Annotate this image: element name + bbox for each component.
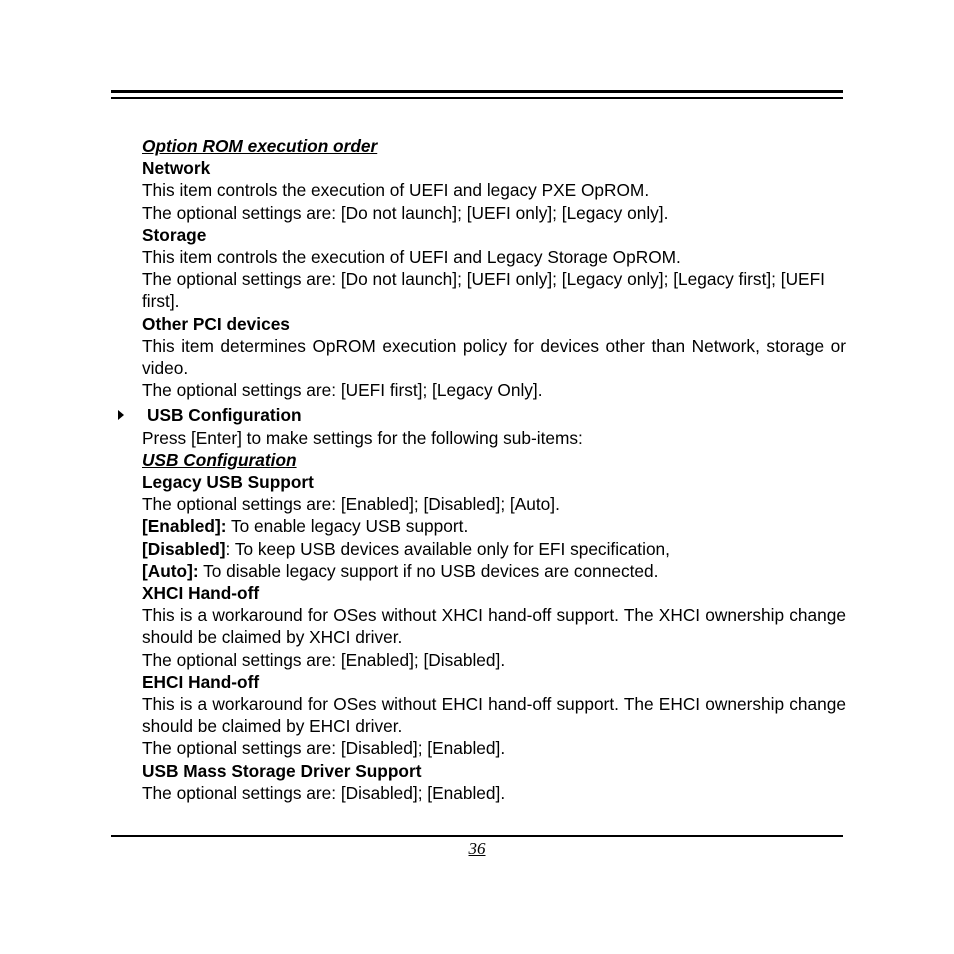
legacy-auto-line	[142, 560, 846, 582]
auto-text: To disable legacy support if no USB devices are connected.	[198, 560, 659, 581]
enabled-label: [Enabled]:	[142, 516, 227, 537]
footer-rule	[111, 835, 843, 837]
other-pci-heading: Other PCI devices	[142, 313, 290, 334]
legacy-usb-heading: Legacy USB Support	[142, 472, 314, 493]
xhci-options: The optional settings are: [Enabled]; [Disabled].	[142, 649, 506, 670]
page-number	[0, 839, 954, 859]
xhci-desc: This is a workaround for OSes without XHCI hand-off support. The XHCI ownership change should be claimed by XHCI driver.	[142, 605, 846, 648]
other-pci-options: The optional settings are: [UEFI first]; [Legacy Only].	[142, 380, 543, 401]
ehci-options: The optional settings are: [Disabled]; [Enabled].	[142, 738, 506, 759]
mass-storage-heading: USB Mass Storage Driver Support	[142, 760, 422, 781]
legacy-usb-options: The optional settings are: [Enabled]; [Disabled]; [Auto].	[142, 494, 560, 515]
storage-desc: This item controls the execution of UEFI and Legacy Storage OpROM.	[142, 247, 681, 268]
triangle-bullet-icon	[118, 410, 124, 420]
usb-config-heading: USB Configuration	[147, 405, 302, 426]
network-heading: Network	[142, 158, 211, 179]
page-number-text: 36	[468, 839, 486, 858]
page-content	[142, 135, 846, 804]
disabled-label: [Disabled]	[142, 538, 226, 559]
ehci-desc: This is a workaround for OSes without EHCI hand-off support. The EHCI ownership change should be claimed by EHCI driver.	[142, 694, 846, 737]
option-rom-title: Option ROM execution order	[142, 136, 378, 156]
legacy-disabled-line	[142, 538, 846, 560]
storage-options: The optional settings are: [Do not launch]; [UEFI only]; [Legacy only]; [Legacy first]; [UEFI first].	[142, 269, 825, 312]
ehci-heading: EHCI Hand-off	[142, 671, 260, 692]
header-rule-thin	[111, 97, 843, 99]
usb-press-enter: Press [Enter] to make settings for the following sub-items:	[142, 427, 583, 448]
xhci-heading: XHCI Hand-off	[142, 583, 260, 604]
disabled-text: : To keep USB devices available only for EFI specification,	[225, 538, 670, 559]
other-pci-desc: This item determines OpROM execution policy for devices other than Network, storage or video.	[142, 335, 846, 379]
storage-heading: Storage	[142, 224, 207, 245]
auto-label: [Auto]:	[142, 560, 199, 581]
legacy-enabled-line	[142, 515, 846, 537]
usb-config-subtitle: USB Configuration	[142, 449, 297, 470]
network-options: The optional settings are: [Do not launch]; [UEFI only]; [Legacy only].	[142, 202, 669, 223]
usb-config-bullet	[142, 404, 846, 426]
enabled-text: To enable legacy USB support.	[226, 516, 469, 537]
mass-storage-options: The optional settings are: [Disabled]; [Enabled].	[142, 782, 506, 803]
network-desc: This item controls the execution of UEFI and legacy PXE OpROM.	[142, 180, 650, 201]
header-rule-thick	[111, 90, 843, 93]
